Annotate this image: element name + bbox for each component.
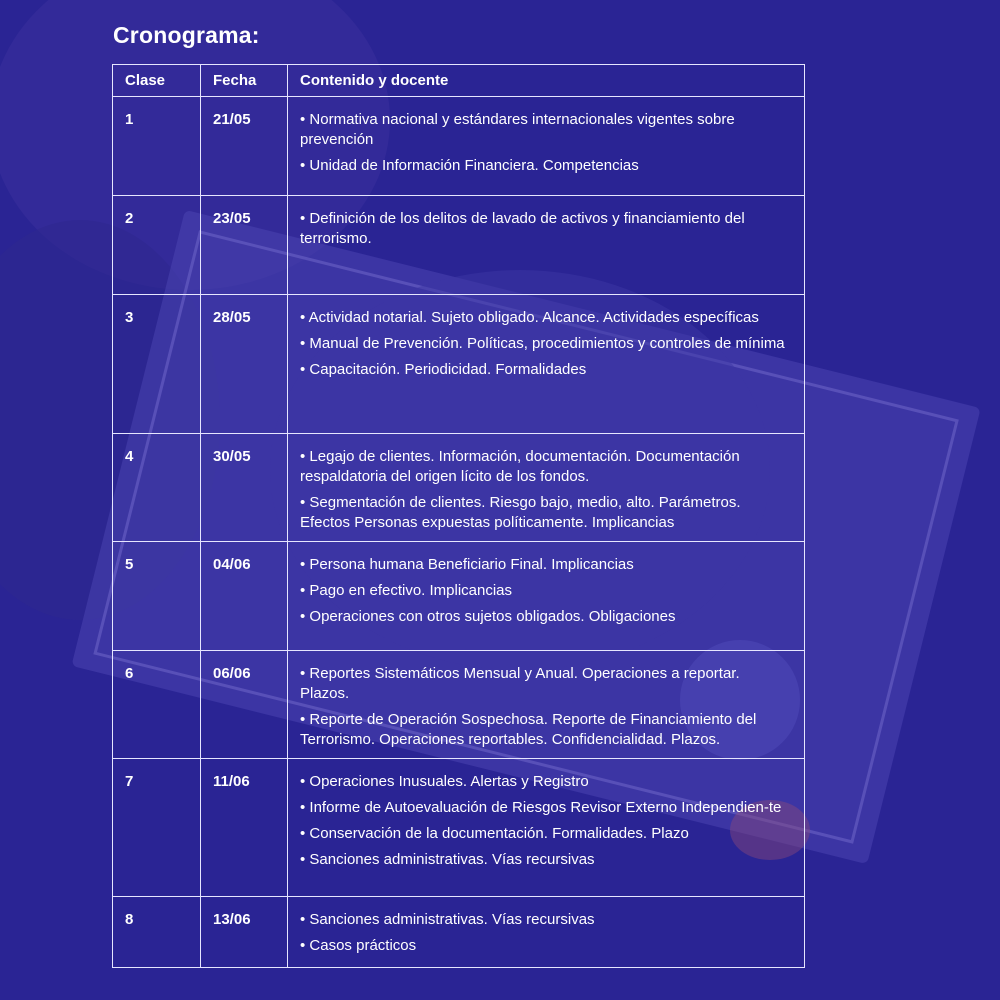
table-row: [113, 897, 805, 968]
row-clase: 8: [113, 897, 201, 968]
table-row: [113, 196, 805, 295]
content-item: • Sanciones administrativas. Vías recursivas: [300, 911, 595, 928]
row-fecha: 23/05: [201, 196, 288, 295]
content-item: • Pago en efectivo. Implicancias: [300, 582, 513, 599]
content-item: • Legajo de clientes. Información, documentación. Documentación respaldatoria del origen lícito de los fondos.: [300, 448, 740, 485]
row-fecha: 04/06: [201, 542, 288, 651]
content-item: • Sanciones administrativas. Vías recursivas: [300, 851, 595, 868]
content-item: • Normativa nacional y estándares internacionales vigentes sobre prevención: [300, 111, 735, 148]
row-fecha: 06/06: [201, 651, 288, 759]
schedule-table: [112, 64, 805, 968]
row-contenido: [288, 97, 805, 196]
header-clase: Clase: [113, 65, 201, 97]
row-fecha: 13/06: [201, 897, 288, 968]
content-item: • Segmentación de clientes. Riesgo bajo, medio, alto. Parámetros. Efectos Personas expuestas políticamente. Implicancias: [300, 494, 741, 531]
row-contenido: [288, 897, 805, 968]
table-row: [113, 759, 805, 897]
content-item: • Reporte de Operación Sospechosa. Reporte de Financiamiento del Terrorismo. Operaciones reportables. Confidencialidad. Plazos.: [300, 711, 757, 748]
content-item: • Casos prácticos: [300, 937, 417, 954]
table-row: [113, 434, 805, 542]
table-row: [113, 542, 805, 651]
row-clase: 2: [113, 196, 201, 295]
content-item: • Reportes Sistemáticos Mensual y Anual. Operaciones a reportar. Plazos.: [300, 665, 740, 702]
row-contenido: [288, 434, 805, 542]
content-item: • Conservación de la documentación. Formalidades. Plazo: [300, 825, 689, 842]
row-clase: 4: [113, 434, 201, 542]
table-row: [113, 295, 805, 434]
row-contenido: [288, 759, 805, 897]
header-contenido: Contenido y docente: [288, 65, 805, 97]
table-row: [113, 651, 805, 759]
header-fecha: Fecha: [201, 65, 288, 97]
table-header-row: [113, 65, 805, 97]
row-contenido: [288, 196, 805, 295]
content-item: • Unidad de Información Financiera. Competencias: [300, 157, 639, 174]
row-contenido: [288, 542, 805, 651]
content-item: • Manual de Prevención. Políticas, procedimientos y controles de mínima: [300, 335, 785, 352]
row-fecha: 30/05: [201, 434, 288, 542]
row-contenido: [288, 295, 805, 434]
row-clase: 7: [113, 759, 201, 897]
page-title: Cronograma:: [113, 22, 260, 48]
content-item: • Definición de los delitos de lavado de activos y financiamiento del terrorismo.: [300, 210, 745, 247]
content-item: • Operaciones Inusuales. Alertas y Registro: [300, 773, 589, 790]
table-row: [113, 97, 805, 196]
row-clase: 5: [113, 542, 201, 651]
row-fecha: 28/05: [201, 295, 288, 434]
row-fecha: 11/06: [201, 759, 288, 897]
row-clase: 1: [113, 97, 201, 196]
row-clase: 6: [113, 651, 201, 759]
content-item: • Operaciones con otros sujetos obligados. Obligaciones: [300, 608, 676, 625]
content-item: • Informe de Autoevaluación de Riesgos Revisor Externo Independien-te: [300, 799, 782, 816]
content-item: • Actividad notarial. Sujeto obligado. Alcance. Actividades específicas: [300, 309, 759, 326]
row-contenido: [288, 651, 805, 759]
row-fecha: 21/05: [201, 97, 288, 196]
row-clase: 3: [113, 295, 201, 434]
content-item: • Capacitación. Periodicidad. Formalidades: [300, 361, 587, 378]
content-item: • Persona humana Beneficiario Final. Implicancias: [300, 556, 634, 573]
